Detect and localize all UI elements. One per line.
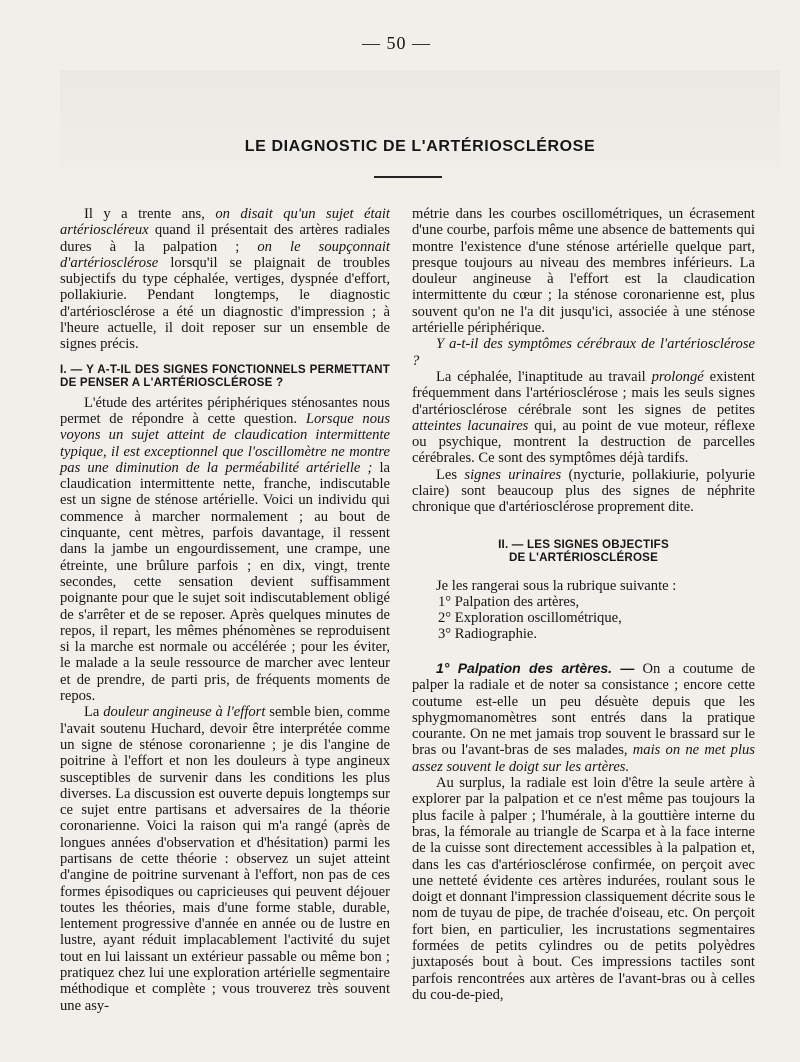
paragraph-palpation: 1° Palpation des artères. — On a coutume de palper la radiale et de noter sa consistance ; encore cette coutume est-elle un peu désuète depuis que les sphygmomanomètres sont entrés dans la pratique courante. On ne met jamais trop souvent le brassard sur le bras ou l'avant-bras de ses malades, mais on ne met plus assez souvent le doigt sur les artères.	[412, 659, 756, 775]
subheading-palpation: 1° Palpation des artères. —	[436, 659, 635, 676]
title-rule	[374, 176, 442, 178]
paragraph-claudication: L'étude des artérites périphériques sténosantes nous permet de répondre à cette question. Lorsque nous voyons un sujet atteint de claudication intermittente typique, il est exceptionnel que l'oscillomètre ne montre pas une diminution de la perméabilité artérielle ; la claudication intermittente nette, franche, indiscutable est un signe de sténose artérielle. Voici un individu qui commence à marcher normalement ; au bout de cinquante, cent mètres, parfois davantage, il ressent dans la jambe un engourdissement, une crampe, une étreinte, une brûlure parfois ; en dix, vingt, trente secondes, cette sensation devient suffisamment poignante pour que le sujet soit indiscutablement obligé de s'arrêter et de se reposer. Après quelques minutes de repos, il repart, les mêmes phénomènes se reproduisent si la marche est normale ou accélérée ; pour les éviter, le malade a la seule ressource de marcher avec lenteur et de prendre, de parti pris, de fréquents moments de repos.	[60, 394, 390, 705]
paragraph-urinaires: Les signes urinaires (nycturie, pollakiurie, polyurie claire) sont beaucoup plus des signes de néphrite chronique que d'artériosclérose proprement dite.	[412, 466, 755, 516]
paragraph-angina: La douleur angineuse à l'effort semble bien, comme l'avait soutenu Huchard, devoir être interprétée comme un signe de sténose coronarienne ; je dis l'angine de poitrine à l'effort et non les douleurs à type angineux susceptibles de survenir dans les conditions les plus diverses. La discussion est ouverte depuis longtemps sur ce sujet entre partisans et adversaires de la théorie coronarienne. Voici la raison qui m'a rangé (après de longues années d'observation et d'hésitation) parmi les partisans de cette théorie : observez un sujet atteint d'angine de poitrine survenant à l'effort, non pas de ces formes épisodiques ou capricieuses qui peuvent déjouer toutes les théories, mais d'une forme stable, durable, lentement progressive d'année en année ou de lustre en lustre, ayant réduit implacablement l'activité du sujet tout en lui laissant un extérieur passable ou même bon ; pratiquez chez lui une exploration artérielle segmentaire méthodique et complète ; vous trouverez très souvent une asy-	[60, 704, 391, 1014]
page-number: — 50 —	[362, 33, 431, 53]
paragraph-surplus: Au surplus, la radiale est loin d'être la seule artère à explorer par la palpation et ce n'est même pas toujours la plus facile à palper ; l'humérale, à la gouttière interne du bras, la fémorale au triangle de Scarpa et à la face interne de la cuisse sont directement accessibles à la palpation et, dans les cas d'artériosclérose confirmée, on perçoit avec une netteté évidente ces artères indurées, roulant sous le doigt et donnant l'impression classiquement décrite sous le nom de tuyau de pipe, de trachée d'oiseau, etc. On perçoit fort bien, en particulier, les incrustations segmentaires formées de petits cylindres ou de petits polyèdres juxtaposés bout à bout. Ces impressions tactiles sont parfois rencontrées aux artères de l'avant-bras ou à celles du cou-de-pied,	[412, 775, 755, 1003]
paragraph-rubrique: Je les rangerai sous la rubrique suivante :	[436, 577, 677, 594]
section-heading-2: II. — LES SIGNES OBJECTIFS DE L'ARTÉRIOSCLÉROSE	[498, 537, 669, 564]
list-item: 3° Radiographie.	[438, 625, 538, 642]
list-item: 2° Exploration oscillométrique,	[438, 609, 622, 626]
paragraph-cerebral-question: Y a-t-il des symptômes cérébraux de l'artériosclérose ?	[412, 336, 755, 369]
right-column	[412, 206, 755, 1003]
left-column	[60, 206, 390, 1014]
paragraph-cephalee: La céphalée, l'inaptitude au travail prolongé existent fréquemment dans l'artériosclérose ; mais les seuls signes d'artériosclérose cérébrale sont les signes de petites atteintes lacunaires qui, au point de vue moteur, réflexe ou psychique, montrent la destruction de parcelles cérébrales. Ce sont des symptômes déjà tardifs.	[412, 368, 755, 467]
list-item: 1° Palpation des artères,	[438, 593, 580, 610]
intro-paragraph: Il y a trente ans, on disait qu'un sujet était artérioscléreux quand il présentait des artères radiales dures à la palpation ; on le soupçonnait d'artériosclérose lorsqu'il se plaignait de troubles subjectifs du type céphalée, vertiges, dyspnée d'effort, pollakiurie. Pendant longtemps, le diagnostic d'artériosclérose a été un diagnostic d'impression ; à l'heure actuelle, il doit reposer sur un ensemble de signes précis.	[60, 206, 390, 353]
signs-list	[412, 594, 755, 642]
page-title: LE DIAGNOSTIC DE L'ARTÉRIOSCLÉROSE	[244, 138, 596, 155]
section-heading-1: I. — Y A-T-IL DES SIGNES FONCTIONNELS PERMETTANT DE PENSER A L'ARTÉRIOSCLÉROSE ?	[60, 362, 390, 389]
paragraph-continued: métrie dans les courbes oscillométriques, un écrasement d'une courbe, parfois même une absence de battements qui montre l'existence d'une sténose artérielle quelque part, presque toujours au niveau des membres inférieurs. La douleur angineuse à l'effort est la claudication intermittente du cœur ; la sténose coronarienne est, plus souvent qu'on ne l'a dit jusqu'ici, associée à une sténose artérielle périphérique.	[412, 206, 755, 337]
